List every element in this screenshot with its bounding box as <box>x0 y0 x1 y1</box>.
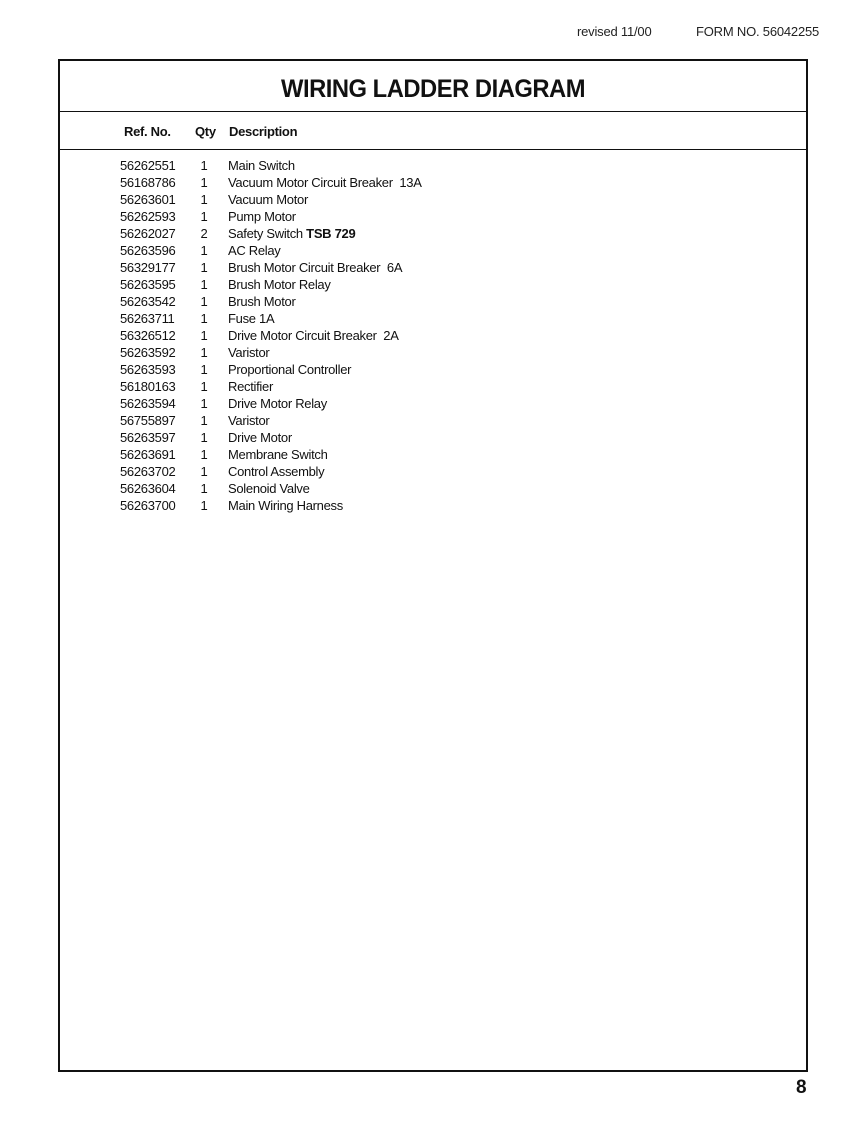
part-quantity: 1 <box>200 464 208 479</box>
part-description <box>228 259 402 276</box>
table-row <box>60 327 806 344</box>
part-ref-number: 56263596 <box>120 243 176 258</box>
part-quantity: 1 <box>200 260 208 275</box>
part-description <box>228 225 355 242</box>
part-description-text: Control Assembly <box>228 464 325 479</box>
part-quantity: 1 <box>200 277 208 292</box>
part-ref-number: 56263711 <box>120 311 175 326</box>
part-ref-number: 56262593 <box>120 209 176 224</box>
part-description-text: Varistor <box>228 345 270 360</box>
part-ref-number: 56263542 <box>120 294 176 309</box>
part-description-text: Membrane Switch <box>228 447 328 462</box>
table-row <box>60 276 806 293</box>
column-header-row <box>60 112 806 150</box>
table-row <box>60 480 806 497</box>
part-description-text: Drive Motor <box>228 430 292 445</box>
form-number: FORM NO. 56042255 <box>696 24 820 39</box>
part-description-text: Brush Motor Relay <box>228 277 331 292</box>
table-row <box>60 344 806 361</box>
column-header-qty: Qty <box>195 124 216 139</box>
part-description <box>228 361 351 378</box>
part-description-text: Fuse 1A <box>228 311 275 326</box>
part-description <box>228 497 343 514</box>
column-header-description: Description <box>229 124 298 139</box>
part-ref-number: 56263604 <box>120 481 176 496</box>
table-row <box>60 259 806 276</box>
part-description-text: Vacuum Motor Circuit Breaker 13A <box>228 175 422 190</box>
part-description-text: Safety Switch <box>228 226 307 241</box>
part-quantity: 1 <box>200 379 208 394</box>
part-description <box>228 174 422 191</box>
part-ref-number: 56263700 <box>120 498 176 513</box>
part-description-text: Brush Motor Circuit Breaker 6A <box>228 260 403 275</box>
part-description-text: Pump Motor <box>228 209 296 224</box>
part-description-text: Drive Motor Circuit Breaker 2A <box>228 328 399 343</box>
part-quantity: 1 <box>200 328 208 343</box>
table-row <box>60 310 806 327</box>
part-ref-number: 56262027 <box>120 226 176 241</box>
part-quantity: 1 <box>200 294 208 309</box>
table-row <box>60 378 806 395</box>
part-ref-number: 56263601 <box>120 192 176 207</box>
part-description-text: Drive Motor Relay <box>228 396 327 411</box>
part-description <box>228 242 281 259</box>
parts-list-frame <box>58 59 808 1072</box>
part-description <box>228 293 296 310</box>
part-ref-number: 56263691 <box>120 447 176 462</box>
part-quantity: 1 <box>200 209 208 224</box>
table-row <box>60 446 806 463</box>
table-row <box>60 429 806 446</box>
part-description-text: Brush Motor <box>228 294 296 309</box>
part-description <box>228 310 274 327</box>
column-header-ref: Ref. No. <box>124 124 171 139</box>
title-bar <box>60 61 806 112</box>
part-ref-number: 56263593 <box>120 362 176 377</box>
part-quantity: 1 <box>200 362 208 377</box>
table-row <box>60 174 806 191</box>
part-ref-number: 56326512 <box>120 328 176 343</box>
table-row <box>60 157 806 174</box>
table-row <box>60 242 806 259</box>
part-ref-number: 56263595 <box>120 277 176 292</box>
part-description <box>228 276 331 293</box>
table-row <box>60 412 806 429</box>
parts-table <box>60 157 806 514</box>
part-quantity: 1 <box>200 345 208 360</box>
part-quantity: 1 <box>200 430 208 445</box>
table-row <box>60 361 806 378</box>
part-description <box>228 480 310 497</box>
part-quantity: 1 <box>200 396 208 411</box>
part-ref-number: 56262551 <box>120 158 176 173</box>
part-quantity: 1 <box>200 447 208 462</box>
part-description <box>228 395 327 412</box>
part-description <box>228 191 308 208</box>
part-description <box>228 378 273 395</box>
table-row <box>60 497 806 514</box>
part-description-text: Solenoid Valve <box>228 481 310 496</box>
part-quantity: 1 <box>200 498 208 513</box>
table-row <box>60 395 806 412</box>
table-row <box>60 191 806 208</box>
revision-date: revised 11/00 <box>577 24 652 39</box>
part-ref-number: 56263594 <box>120 396 176 411</box>
table-row <box>60 463 806 480</box>
part-description <box>228 208 296 225</box>
part-description <box>228 157 295 174</box>
part-quantity: 1 <box>200 175 208 190</box>
part-quantity: 1 <box>200 158 208 173</box>
part-ref-number: 56755897 <box>120 413 176 428</box>
part-quantity: 1 <box>200 243 208 258</box>
part-description-text: Proportional Controller <box>228 362 352 377</box>
part-description-text: AC Relay <box>228 243 281 258</box>
part-description <box>228 327 399 344</box>
part-quantity: 1 <box>200 192 208 207</box>
part-ref-number: 56180163 <box>120 379 176 394</box>
part-ref-number: 56263702 <box>120 464 176 479</box>
table-row <box>60 225 806 242</box>
page-title: WIRING LADDER DIAGRAM <box>280 75 586 103</box>
part-description <box>228 446 328 463</box>
part-bulletin-note: TSB 729 <box>306 226 356 241</box>
part-description-text: Rectifier <box>228 379 273 394</box>
part-description <box>228 463 324 480</box>
table-row <box>60 208 806 225</box>
part-description <box>228 429 292 446</box>
part-ref-number: 56168786 <box>120 175 176 190</box>
part-quantity: 1 <box>200 311 208 326</box>
part-description-text: Vacuum Motor <box>228 192 308 207</box>
part-description <box>228 412 269 429</box>
page-number: 8 <box>796 1077 807 1098</box>
part-quantity: 1 <box>200 481 208 496</box>
part-description-text: Main Switch <box>228 158 295 173</box>
table-row <box>60 293 806 310</box>
part-ref-number: 56263597 <box>120 430 176 445</box>
part-ref-number: 56263592 <box>120 345 176 360</box>
part-ref-number: 56329177 <box>120 260 176 275</box>
part-description-text: Varistor <box>228 413 270 428</box>
part-description-text: Main Wiring Harness <box>228 498 343 513</box>
part-quantity: 1 <box>200 413 208 428</box>
part-quantity: 2 <box>200 226 208 241</box>
part-description <box>228 344 269 361</box>
